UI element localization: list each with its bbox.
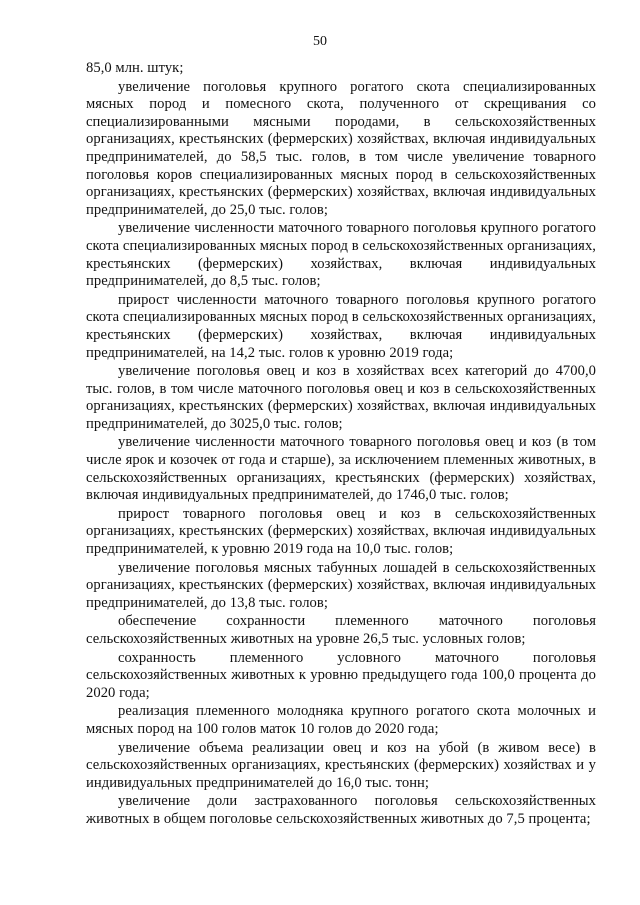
paragraph-sheep-goats-total: увеличение поголовья овец и коз в хозяйствах всех категорий до 4700,0 тыс. голов, в том числе маточного поголовья овец и коз в сельскохозяйственных организациях, крестьянских (фермерских) хозяйствах, включая индивидуальных предпринимателей, до 3025,0 тыс. голов; xyxy=(86,363,596,432)
paragraph-continuation: 85,0 млн. штук; xyxy=(86,60,184,76)
paragraph-breeding-preservation: обеспечение сохранности племенного маточного поголовья сельскохозяйственных животных на уровне 26,5 тыс. условных голов; xyxy=(86,613,596,647)
paragraph-cattle-growth: прирост численности маточного товарного поголовья крупного рогатого скота специализированных мясных пород в сельскохозяйственных организациях, крестьянских (фермерских) хозяйствах, включая индивидуальных предпринимателей, на 14,2 тыс. голов к уровню 2019 года; xyxy=(86,291,596,361)
paragraph-slaughter-volume: увеличение объема реализации овец и коз на убой (в живом весе) в сельскохозяйственных организациях, крестьянских (фермерских) хозяйствах и у индивидуальных предпринимателей до 16,0 тыс. тонн; xyxy=(86,739,596,791)
paragraph-young-stock-sales: реализация племенного молодняка крупного рогатого скота молочных и мясных пород на 100 голов маток 10 голов до 2020 года; xyxy=(86,703,596,737)
paragraph-cattle-meat-breeds: увеличение поголовья крупного рогатого скота специализированных мясных пород и помесного скота, полученного от скрещивания со специализированными мясными породами, в сельскохозяйственных организациях, крестьянских (фермерских) хозяйствах, включая индивидуальных предпринимателей, до 58,5 тыс. голов, в том числе увеличение товарного поголовья коров специализированных мясных пород в сельскохозяйственных организациях, крестьянских (фермерских) хозяйствах, включая индивидуальных предпринимателей, до 25,0 тыс. голов; xyxy=(86,78,596,218)
paragraph-horses: увеличение поголовья мясных табунных лошадей в сельскохозяйственных организациях, крестьянских (фермерских) хозяйствах, включая индивидуальных предпринимателей, до 13,8 тыс. голов; xyxy=(86,559,596,611)
page-number: 50 xyxy=(313,34,327,49)
paragraph-sheep-goats-growth: прирост товарного поголовья овец и коз в сельскохозяйственных организациях, крестьянских (фермерских) хозяйствах, включая индивидуальных предпринимателей, к уровню 2019 года на 10,0 тыс. голов; xyxy=(86,505,596,558)
paragraph-breeding-retention: сохранность племенного условного маточного поголовья сельскохозяйственных животных к уровню предыдущего года 100,0 процента до 2020 года; xyxy=(86,649,596,701)
paragraph-insurance-share: увеличение доли застрахованного поголовья сельскохозяйственных животных в общем поголовье сельскохозяйственных животных до 7,5 процента; xyxy=(86,793,596,827)
body-text xyxy=(86,60,596,830)
paragraph-cattle-breeding-stock: увеличение численности маточного товарного поголовья крупного рогатого скота специализированных мясных пород в сельскохозяйственных организациях, крестьянских (фермерских) хозяйствах, включая индивидуальных предпринимателей, до 8,5 тыс. голов; xyxy=(86,220,596,290)
paragraph-sheep-goats-breeding: увеличение численности маточного товарного поголовья овец и коз (в том числе ярок и козочек от года и старше), за исключением племенных животных, в сельскохозяйственных организациях, крестьянских (фермерских) хозяйствах, включая индивидуальных предпринимателей, до 1746,0 тыс. голов; xyxy=(86,434,596,504)
